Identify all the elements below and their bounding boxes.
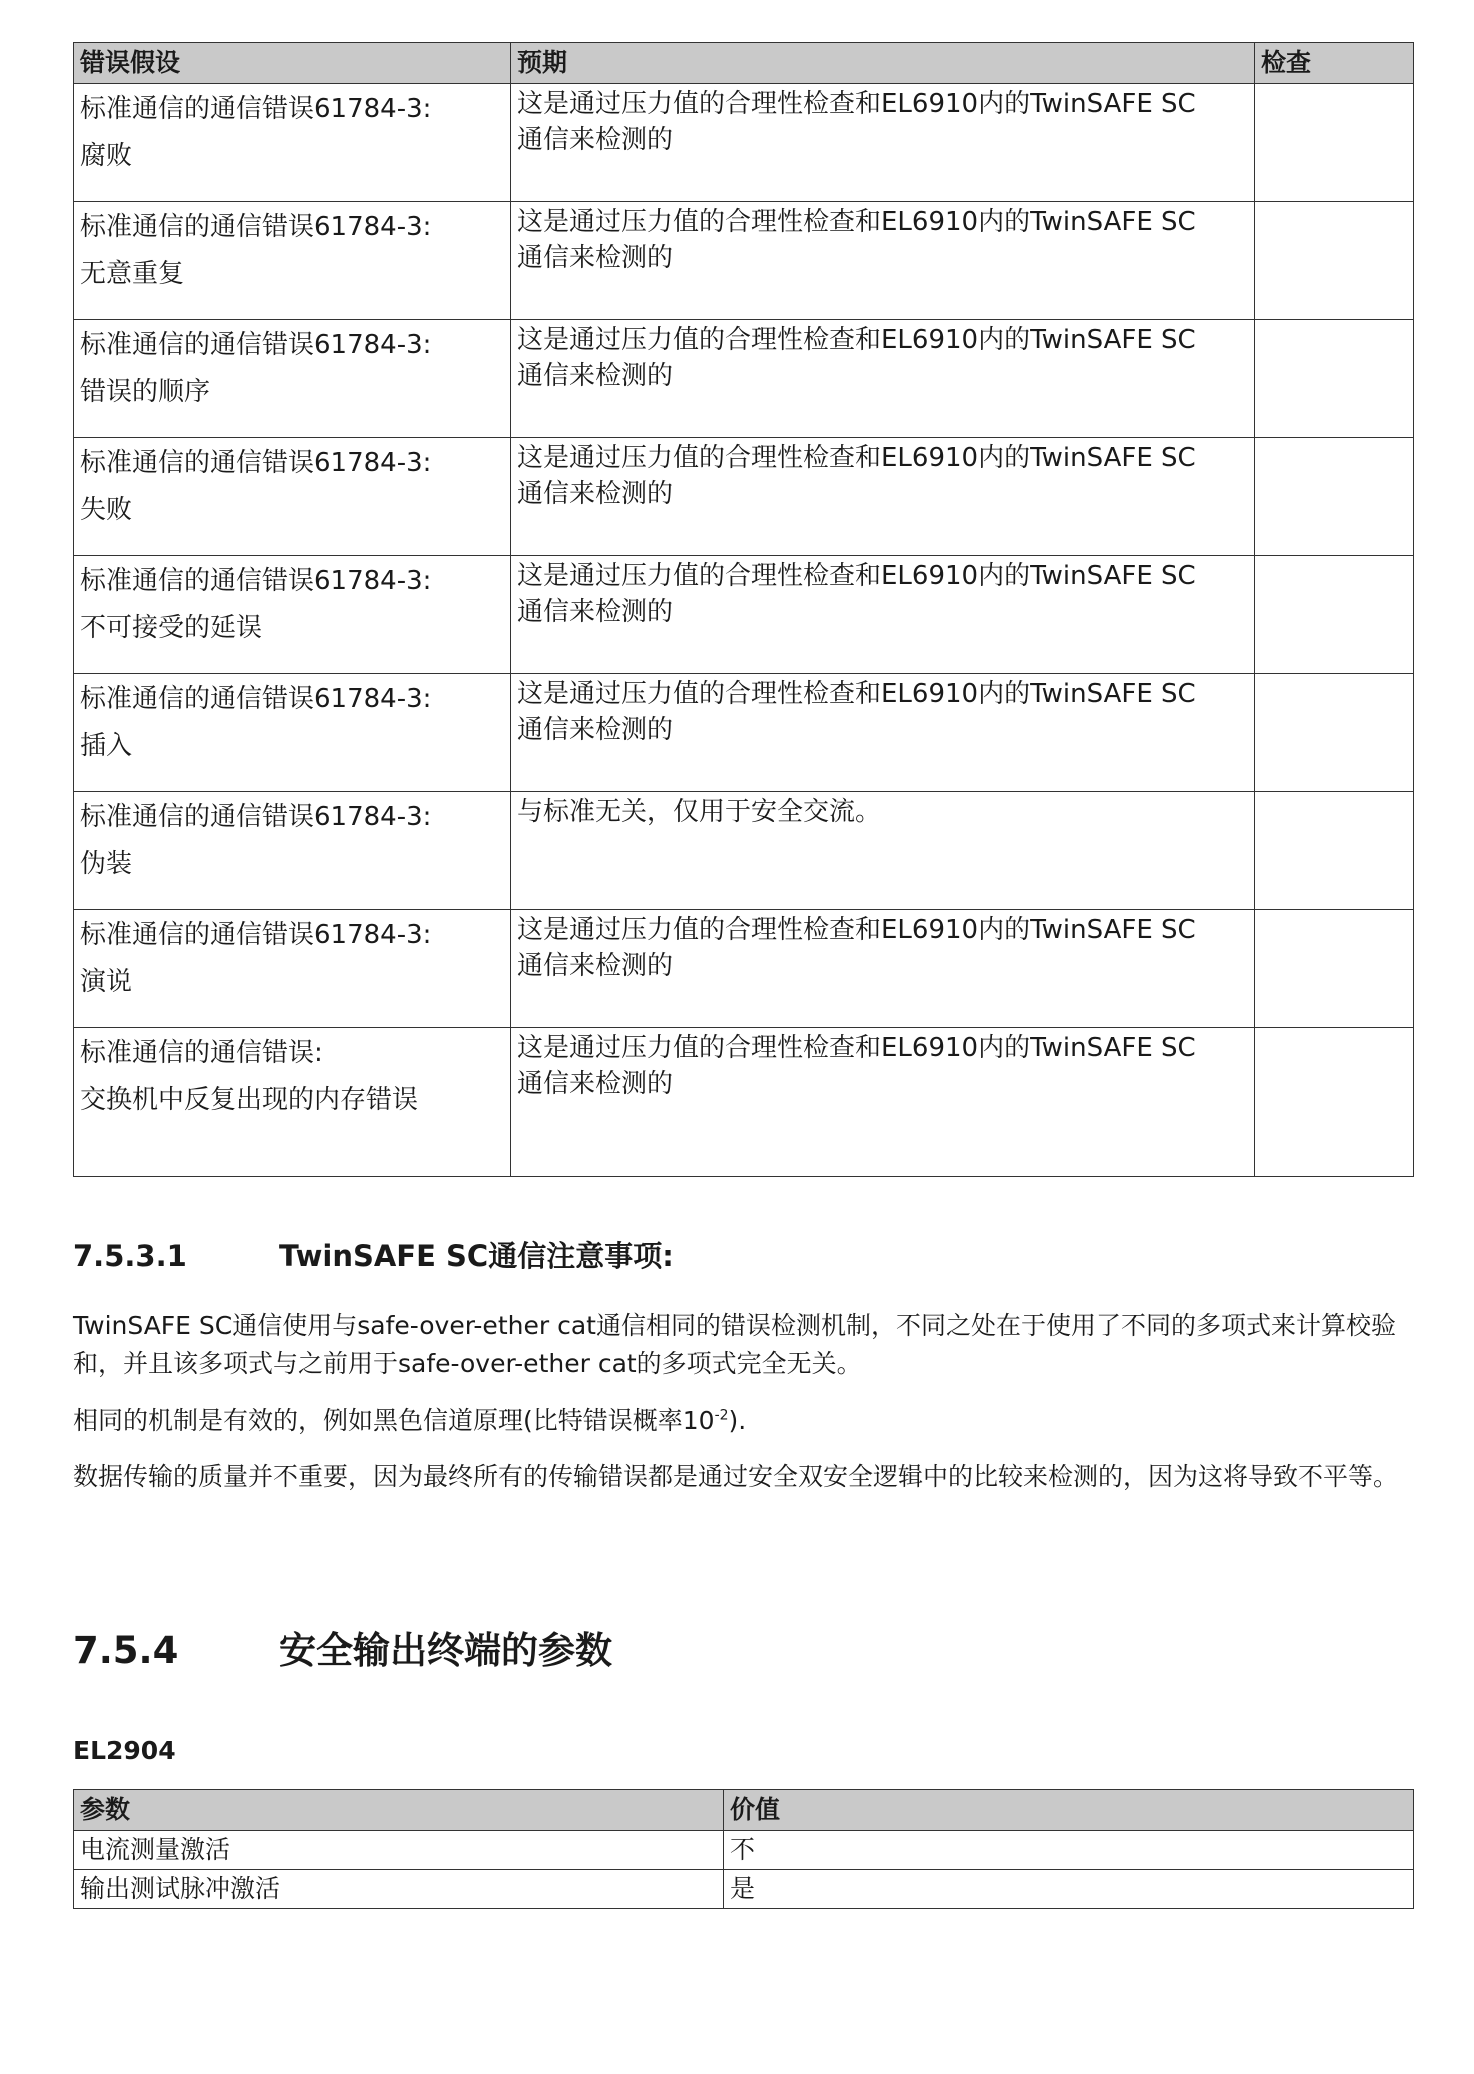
section-heading-7531: 7.5.3.1 TwinSAFE SC通信注意事项: <box>73 1239 674 1273</box>
expectation-line-2: 通信来检测的 <box>517 715 674 745</box>
assumption-line-1: 标准通信的通信错误61784-3: <box>80 684 432 714</box>
assumption-cell <box>74 792 511 910</box>
expectation-line-2: 通信来检测的 <box>517 597 674 627</box>
table-row <box>74 1870 1414 1909</box>
assumption-line-2: 伪装 <box>80 849 133 879</box>
check-cell <box>1255 438 1414 556</box>
assumption-line-2: 插入 <box>80 731 133 761</box>
param-value: 不 <box>724 1831 1414 1870</box>
paragraph-checksum: TwinSAFE SC通信使用与safe-over-ether cat通信相同的错误检测机制，不同之处在于使用了不同的多项式来计算校验和，并且该多项式与之前用于safe-over-ether cat的多项式完全无关。 <box>73 1311 1396 1378</box>
expectation-line-1: 这是通过压力值的合理性检查和EL6910内的TwinSAFE SC <box>517 915 1196 945</box>
header-assumption: 错误假设 <box>74 43 511 84</box>
table-row <box>74 792 1414 910</box>
device-label: EL2904 <box>73 1736 176 1765</box>
assumption-cell <box>74 320 511 438</box>
table-row <box>74 320 1414 438</box>
assumption-line-2: 失败 <box>80 495 133 525</box>
assumption-cell <box>74 202 511 320</box>
paragraph-transmission-quality: 数据传输的质量并不重要，因为最终所有的传输错误都是通过安全双安全逻辑中的比较来检测的，因为这将导致不平等。 <box>73 1462 1399 1491</box>
assumption-cell <box>74 1028 511 1177</box>
expectation-line-2: 通信来检测的 <box>517 479 674 509</box>
check-cell <box>1255 792 1414 910</box>
param-value: 是 <box>724 1870 1414 1909</box>
assumption-line-2: 不可接受的延误 <box>80 613 263 643</box>
expectation-cell <box>511 84 1255 202</box>
assumption-line-1: 标准通信的通信错误61784-3: <box>80 212 432 242</box>
header-value: 价值 <box>724 1790 1414 1831</box>
header-parameter: 参数 <box>74 1790 724 1831</box>
expectation-line-1: 与标准无关，仅用于安全交流。 <box>517 797 882 827</box>
expectation-cell <box>511 792 1255 910</box>
expectation-line-1: 这是通过压力值的合理性检查和EL6910内的TwinSAFE SC <box>517 561 1196 591</box>
expectation-cell <box>511 320 1255 438</box>
assumption-line-1: 标准通信的通信错误61784-3: <box>80 330 432 360</box>
expectation-line-1: 这是通过压力值的合理性检查和EL6910内的TwinSAFE SC <box>517 443 1196 473</box>
expectation-line-2: 通信来检测的 <box>517 243 674 273</box>
expectation-cell <box>511 438 1255 556</box>
assumption-line-2: 交换机中反复出现的内存错误 <box>80 1085 419 1115</box>
assumption-line-2: 错误的顺序 <box>80 377 211 407</box>
table-row <box>74 674 1414 792</box>
expectation-cell <box>511 1028 1255 1177</box>
table-row <box>74 556 1414 674</box>
assumption-line-1: 标准通信的通信错误61784-3: <box>80 802 432 832</box>
assumption-cell <box>74 84 511 202</box>
assumption-cell <box>74 910 511 1028</box>
assumption-line-1: 标准通信的通信错误61784-3: <box>80 448 432 478</box>
assumption-line-1: 标准通信的通信错误61784-3: <box>80 920 432 950</box>
table-row <box>74 202 1414 320</box>
assumption-line-2: 腐败 <box>80 141 133 171</box>
assumption-cell <box>74 556 511 674</box>
table-row <box>74 1028 1414 1177</box>
table-row <box>74 84 1414 202</box>
assumption-cell <box>74 438 511 556</box>
table-row <box>74 1831 1414 1870</box>
check-cell <box>1255 674 1414 792</box>
parameter-table <box>73 1789 1414 1909</box>
assumption-line-1: 标准通信的通信错误: <box>80 1038 323 1068</box>
table-row <box>74 438 1414 556</box>
expectation-cell <box>511 910 1255 1028</box>
expectation-cell <box>511 674 1255 792</box>
header-expectation: 预期 <box>511 43 1255 84</box>
table-row <box>74 910 1414 1028</box>
assumption-line-1: 标准通信的通信错误61784-3: <box>80 94 432 124</box>
check-cell <box>1255 1028 1414 1177</box>
check-cell <box>1255 84 1414 202</box>
expectation-line-2: 通信来检测的 <box>517 1069 674 1099</box>
document-page <box>73 42 1413 1903</box>
expectation-line-2: 通信来检测的 <box>517 951 674 981</box>
assumption-line-2: 演说 <box>80 967 133 997</box>
expectation-line-2: 通信来检测的 <box>517 361 674 391</box>
expectation-line-1: 这是通过压力值的合理性检查和EL6910内的TwinSAFE SC <box>517 89 1196 119</box>
table-header-row <box>74 43 1414 84</box>
table-header-row <box>74 1790 1414 1831</box>
expectation-cell <box>511 556 1255 674</box>
check-cell <box>1255 556 1414 674</box>
check-cell <box>1255 320 1414 438</box>
expectation-line-2: 通信来检测的 <box>517 125 674 155</box>
expectation-cell <box>511 202 1255 320</box>
check-cell <box>1255 910 1414 1028</box>
paragraph-black-channel: 相同的机制是有效的，例如黑色信道原理(比特错误概率$10^{-2}$). <box>73 1406 747 1435</box>
param-name: 电流测量激活 <box>74 1831 724 1870</box>
header-check: 检查 <box>1255 43 1414 84</box>
expectation-line-1: 这是通过压力值的合理性检查和EL6910内的TwinSAFE SC <box>517 325 1196 355</box>
assumption-line-1: 标准通信的通信错误61784-3: <box>80 566 432 596</box>
assumption-cell <box>74 674 511 792</box>
expectation-line-1: 这是通过压力值的合理性检查和EL6910内的TwinSAFE SC <box>517 679 1196 709</box>
expectation-line-1: 这是通过压力值的合理性检查和EL6910内的TwinSAFE SC <box>517 207 1196 237</box>
param-name: 输出测试脉冲激活 <box>74 1870 724 1909</box>
check-cell <box>1255 202 1414 320</box>
section-heading-754: 7.5.4 安全输出终端的参数 <box>73 1629 612 1672</box>
fault-assumption-table <box>73 42 1414 1177</box>
expectation-line-1: 这是通过压力值的合理性检查和EL6910内的TwinSAFE SC <box>517 1033 1196 1063</box>
assumption-line-2: 无意重复 <box>80 259 185 289</box>
